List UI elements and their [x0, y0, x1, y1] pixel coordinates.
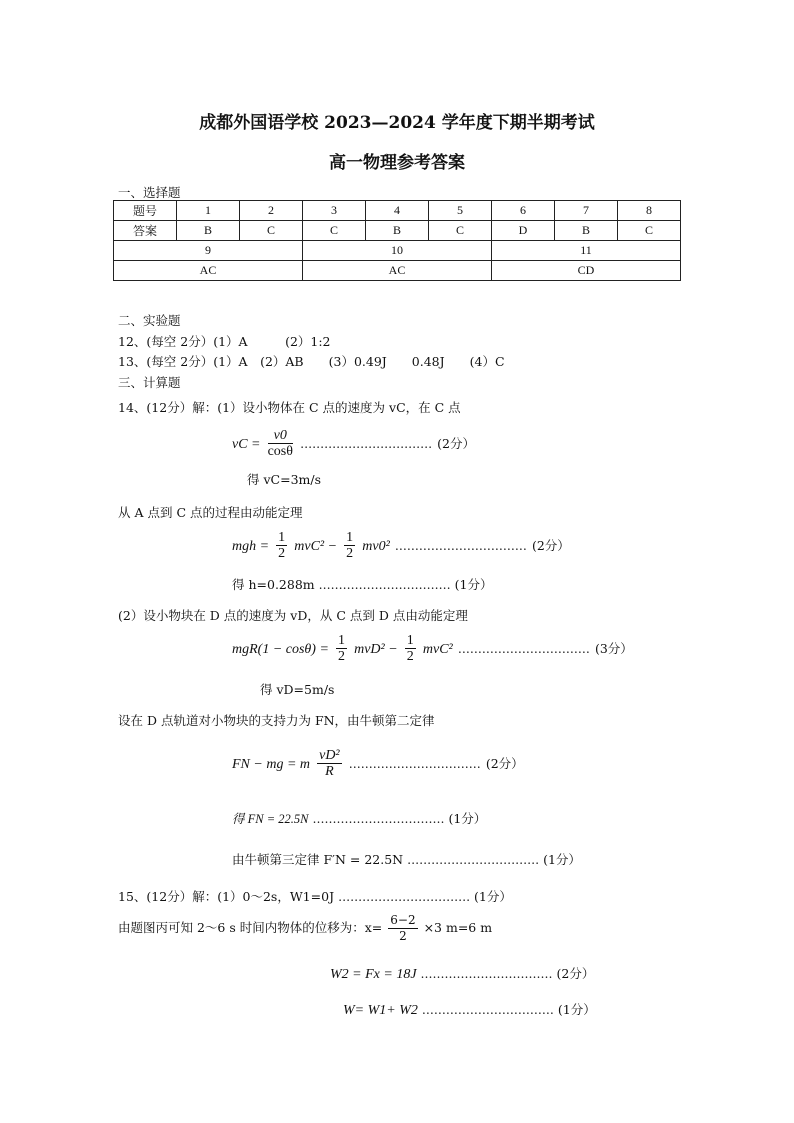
frac-den: 2	[278, 546, 286, 561]
eq1-lhs: vC =	[232, 437, 261, 452]
half-fraction	[405, 633, 416, 664]
eq3-lhs: mgR(1 − cosθ) =	[232, 642, 329, 657]
frac-num: 6−2	[390, 913, 416, 927]
table-cell: C	[618, 221, 681, 241]
eq3-end: mvC²	[422, 642, 453, 657]
q15-text2-end: ×3 m=6 m	[423, 920, 493, 935]
res5-text: 由牛顿第三定律 F′N = 22.5N	[232, 852, 404, 867]
table-cell: B	[366, 221, 429, 241]
eq1-denominator: cosθ	[267, 444, 293, 459]
eq2-lhs: mgh =	[232, 539, 270, 554]
table-cell: 4	[366, 201, 429, 221]
leader-dots: ……………………………	[312, 812, 445, 826]
leader-dots: ……………………………	[457, 642, 590, 656]
table-cell: 11	[492, 241, 681, 261]
table-row-numbers	[114, 201, 681, 221]
q15-eq3	[343, 1000, 596, 1019]
leader-dots: ……………………………	[420, 967, 553, 981]
half-fraction	[276, 530, 287, 561]
eq4-denominator: R	[325, 764, 334, 779]
leader-dots: ……………………………	[348, 757, 481, 771]
table-answer-label: 答案	[114, 221, 177, 241]
q14-part2: (2）设小物块在 D 点的速度为 vD，从 C 点到 D 点由动能定理	[118, 608, 468, 623]
q15-intro	[118, 887, 512, 905]
table-cell: CD	[492, 261, 681, 281]
q14-intro: 14、(12分）解：(1）设小物体在 C 点的速度为 vC，在 C 点	[118, 400, 461, 415]
leader-dots: ……………………………	[300, 437, 433, 451]
leader-dots: ……………………………	[394, 539, 527, 553]
eq4-lhs: FN − mg = m	[232, 757, 311, 772]
q14-text4: 设在 D 点轨道对小物块的支持力为 FN，由牛顿第二定律	[118, 713, 435, 728]
table-row-multi-numbers	[114, 241, 681, 261]
table-cell: 8	[618, 201, 681, 221]
table-cell: 3	[303, 201, 366, 221]
leader-dots: ……………………………	[318, 578, 451, 592]
q13-answer: 13、(每空 2分）(1）A (2）AB (3）0.49J 0.48J (4）C	[118, 354, 505, 369]
score: (1分）	[557, 1002, 596, 1017]
q14-res2	[232, 575, 492, 593]
score: (1分）	[474, 889, 512, 904]
q14-eq3	[232, 633, 633, 664]
table-cell: AC	[303, 261, 492, 281]
score: (1分）	[454, 577, 493, 592]
table-cell: 10	[303, 241, 492, 261]
leader-dots: ……………………………	[421, 1003, 554, 1017]
eq2-mid: mvC² −	[294, 539, 338, 554]
table-cell: 5	[429, 201, 492, 221]
table-cell: B	[555, 221, 618, 241]
table-cell: 2	[240, 201, 303, 221]
section-multiple-choice: 一、选择题	[118, 185, 181, 200]
frac-num: 1	[278, 530, 286, 545]
eq2-end: mv0²	[362, 539, 390, 554]
table-cell: D	[492, 221, 555, 241]
q15-text2-start: 由题图丙可知 2～6 s 时间内物体的位移为：x=	[118, 920, 383, 935]
q14-eq4	[232, 748, 524, 779]
eq1-fraction	[268, 428, 293, 459]
frac-den: 2	[346, 546, 354, 561]
q15-eq2	[330, 964, 594, 983]
frac-num: 1	[406, 633, 414, 648]
q14-text2: 从 A 点到 C 点的过程由动能定理	[118, 505, 303, 520]
table-row-multi-answers	[114, 261, 681, 281]
table-header-label: 题号	[114, 201, 177, 221]
eq4-numerator: vD²	[319, 748, 340, 763]
q14-res1: 得 vC=3m/s	[247, 472, 322, 487]
q14-res5	[232, 850, 581, 868]
table-row-answers	[114, 221, 681, 241]
table-cell: C	[240, 221, 303, 241]
score: (2分）	[556, 966, 595, 981]
table-cell: C	[429, 221, 492, 241]
frac-den: 2	[406, 649, 414, 664]
table-cell: 9	[114, 241, 303, 261]
q12-answer: 12、(每空 2分）(1）A (2）1:2	[118, 334, 331, 349]
frac-den: 2	[399, 929, 407, 943]
score: (2分）	[531, 538, 570, 553]
half-fraction	[344, 530, 355, 561]
table-cell: C	[303, 221, 366, 241]
answer-table	[113, 200, 681, 281]
q15-intro-text: 15、(12分）解：(1）0～2s，W1=0J	[118, 889, 335, 904]
q14-res4	[232, 809, 486, 827]
q15-text2	[118, 913, 492, 944]
score: (2分）	[485, 756, 524, 771]
eq-w2: W2 = Fx = 18J	[330, 967, 417, 982]
eq-w: W= W1+ W2	[343, 1003, 418, 1018]
score: (1分）	[448, 811, 487, 826]
eq1-numerator: v0	[268, 428, 293, 444]
score: (2分）	[437, 436, 475, 451]
res4-text: 得 FN = 22.5N	[232, 812, 309, 826]
frac-den: 2	[338, 649, 346, 664]
table-cell: AC	[114, 261, 303, 281]
frac-num: 1	[338, 633, 346, 648]
q14-eq1	[232, 428, 475, 459]
score: (1分）	[543, 852, 581, 867]
leader-dots: ……………………………	[338, 890, 471, 904]
section-experiment: 二、实验题	[118, 313, 181, 328]
section-calculation: 三、计算题	[118, 375, 181, 390]
exam-title: 成都外国语学校 2023—2024 学年度下期半期考试	[199, 113, 595, 133]
table-cell: 1	[177, 201, 240, 221]
half-fraction	[336, 633, 347, 664]
table-cell: 7	[555, 201, 618, 221]
answer-subtitle: 高一物理参考答案	[329, 153, 465, 173]
res2-text: 得 h=0.288m	[232, 577, 315, 592]
leader-dots: ……………………………	[407, 853, 540, 867]
table-cell: 6	[492, 201, 555, 221]
q15-fraction	[388, 913, 417, 944]
q14-eq2	[232, 530, 570, 561]
eq3-mid: mvD² −	[354, 642, 398, 657]
q14-res3: 得 vD=5m/s	[260, 682, 335, 697]
eq4-fraction	[317, 748, 342, 779]
frac-num: 1	[346, 530, 354, 545]
table-cell: B	[177, 221, 240, 241]
score: (3分）	[594, 641, 633, 656]
